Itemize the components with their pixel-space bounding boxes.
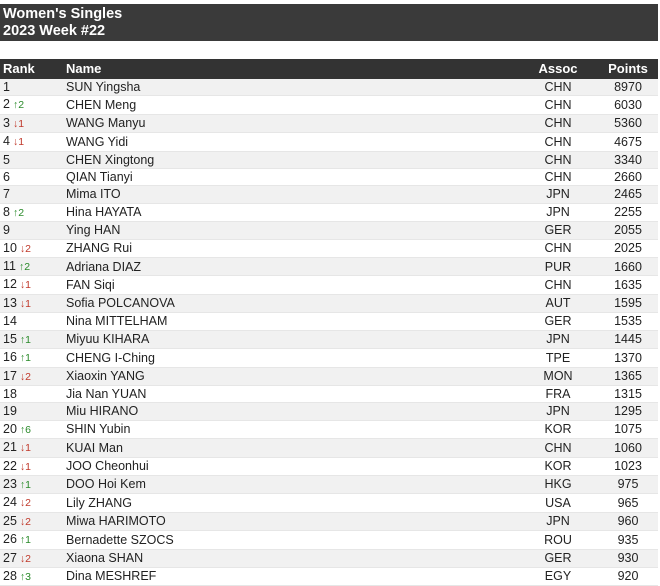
table-row — [0, 494, 658, 512]
ranking-table — [0, 59, 658, 586]
points-value: 5360 — [598, 114, 658, 132]
rank-cell — [0, 512, 63, 530]
rank-cell — [0, 96, 63, 114]
rank-down-arrow-icon: ↓1 — [19, 279, 31, 292]
player-name: Xiaoxin YANG — [63, 367, 518, 385]
rank-down-arrow-icon: ↓2 — [19, 552, 31, 565]
rank-cell — [0, 475, 63, 493]
player-name: QIAN Tianyi — [63, 169, 518, 186]
player-name: WANG Manyu — [63, 114, 518, 132]
rank-cell — [0, 330, 63, 348]
points-value: 1595 — [598, 294, 658, 312]
association-code: CHN — [518, 79, 598, 96]
player-name: Sofia POLCANOVA — [63, 294, 518, 312]
player-name: SHIN Yubin — [63, 420, 518, 438]
player-name: Ying HAN — [63, 222, 518, 239]
rank-value: 19 — [3, 404, 17, 419]
table-row — [0, 258, 658, 276]
rank-up-arrow-icon: ↑2 — [18, 261, 31, 274]
rank-value: 17 — [3, 368, 17, 383]
rank-value: 27 — [3, 550, 17, 565]
rank-down-arrow-icon: ↓1 — [19, 442, 31, 455]
association-code: KOR — [518, 457, 598, 475]
player-name: Bernadette SZOCS — [63, 531, 518, 549]
association-code: JPN — [518, 203, 598, 221]
table-row — [0, 349, 658, 367]
rank-down-arrow-icon: ↓2 — [19, 370, 31, 383]
rank-cell — [0, 385, 63, 402]
header-rank[interactable]: Rank — [3, 61, 35, 76]
points-value: 1023 — [598, 457, 658, 475]
rank-value: 18 — [3, 386, 17, 401]
points-value: 2660 — [598, 169, 658, 186]
points-value: 6030 — [598, 96, 658, 114]
rank-cell — [0, 457, 63, 475]
player-name: FAN Siqi — [63, 276, 518, 294]
rank-value: 23 — [3, 476, 17, 491]
points-value: 1315 — [598, 385, 658, 402]
association-code: USA — [518, 494, 598, 512]
rank-value: 21 — [3, 440, 17, 455]
rank-cell — [0, 313, 63, 330]
rank-value: 25 — [3, 513, 17, 528]
rank-cell — [0, 133, 63, 151]
points-value: 2055 — [598, 222, 658, 239]
rank-cell — [0, 239, 63, 257]
player-name: CHEN Xingtong — [63, 151, 518, 168]
table-row — [0, 151, 658, 168]
rank-up-arrow-icon: ↑1 — [19, 534, 31, 547]
table-row — [0, 330, 658, 348]
rank-value: 20 — [3, 421, 17, 436]
rank-up-arrow-icon: ↑1 — [19, 352, 31, 365]
association-code: CHN — [518, 276, 598, 294]
ranking-title — [0, 4, 658, 41]
rank-cell — [0, 186, 63, 203]
association-code: AUT — [518, 294, 598, 312]
points-value: 1075 — [598, 420, 658, 438]
association-code: GER — [518, 222, 598, 239]
points-value: 960 — [598, 512, 658, 530]
points-value: 8970 — [598, 79, 658, 96]
association-code: CHN — [518, 114, 598, 132]
points-value: 975 — [598, 475, 658, 493]
table-row — [0, 567, 658, 585]
rank-cell — [0, 169, 63, 186]
points-value: 1635 — [598, 276, 658, 294]
table-row — [0, 294, 658, 312]
rank-cell — [0, 403, 63, 420]
association-code: KOR — [518, 420, 598, 438]
player-name: KUAI Man — [63, 439, 518, 457]
rank-value: 1 — [3, 80, 10, 94]
rank-cell — [0, 276, 63, 294]
points-value: 1060 — [598, 439, 658, 457]
rank-cell — [0, 420, 63, 438]
rank-down-arrow-icon: ↓2 — [19, 497, 31, 510]
player-name: Jia Nan YUAN — [63, 385, 518, 402]
player-name: Nina MITTELHAM — [63, 313, 518, 330]
player-name: Miwa HARIMOTO — [63, 512, 518, 530]
table-row — [0, 420, 658, 438]
association-code: FRA — [518, 385, 598, 402]
points-value: 2255 — [598, 203, 658, 221]
rank-cell — [0, 79, 63, 96]
rank-cell — [0, 222, 63, 239]
points-value: 4675 — [598, 133, 658, 151]
points-value: 920 — [598, 567, 658, 585]
association-code: CHN — [518, 169, 598, 186]
points-value: 2465 — [598, 186, 658, 203]
association-code: GER — [518, 549, 598, 567]
player-name: Miu HIRANO — [63, 403, 518, 420]
rank-value: 16 — [3, 350, 17, 365]
rank-down-arrow-icon: ↓1 — [12, 117, 25, 130]
rank-cell — [0, 349, 63, 367]
points-value: 1365 — [598, 367, 658, 385]
rank-cell — [0, 367, 63, 385]
player-name: Mima ITO — [63, 186, 518, 203]
rank-value: 14 — [3, 314, 17, 329]
player-name: JOO Cheonhui — [63, 457, 518, 475]
points-value: 1660 — [598, 258, 658, 276]
table-row — [0, 457, 658, 475]
table-row — [0, 222, 658, 239]
table-row — [0, 239, 658, 257]
rank-down-arrow-icon: ↓2 — [19, 515, 31, 528]
association-code: CHN — [518, 439, 598, 457]
rank-up-arrow-icon: ↑1 — [19, 333, 31, 346]
table-row — [0, 549, 658, 567]
association-code: GER — [518, 313, 598, 330]
rank-value: 12 — [3, 277, 17, 292]
rank-value: 4 — [3, 134, 10, 149]
table-row — [0, 403, 658, 420]
rank-cell — [0, 258, 63, 276]
player-name: Miyuu KIHARA — [63, 330, 518, 348]
table-row — [0, 169, 658, 186]
rank-value: 26 — [3, 532, 17, 547]
table-row — [0, 79, 658, 96]
table-row — [0, 276, 658, 294]
association-code: PUR — [518, 258, 598, 276]
points-value: 1295 — [598, 403, 658, 420]
table-header-row — [0, 59, 658, 79]
rank-value: 15 — [3, 331, 17, 346]
rank-value: 22 — [3, 458, 17, 473]
rank-up-arrow-icon: ↑2 — [12, 206, 25, 219]
table-body — [0, 79, 658, 586]
rank-value: 6 — [3, 170, 10, 185]
rank-value: 13 — [3, 295, 17, 310]
table-row — [0, 385, 658, 402]
rank-value: 2 — [3, 97, 10, 112]
player-name: WANG Yidi — [63, 133, 518, 151]
table-row — [0, 203, 658, 221]
table-row — [0, 96, 658, 114]
table-row — [0, 531, 658, 549]
player-name: CHEN Meng — [63, 96, 518, 114]
player-name: CHENG I-Ching — [63, 349, 518, 367]
player-name: Dina MESHREF — [63, 567, 518, 585]
points-value: 3340 — [598, 151, 658, 168]
rank-value: 10 — [3, 240, 17, 255]
player-name: Lily ZHANG — [63, 494, 518, 512]
rank-value: 24 — [3, 495, 17, 510]
rank-down-arrow-icon: ↓1 — [19, 297, 31, 310]
points-value: 1445 — [598, 330, 658, 348]
association-code: JPN — [518, 186, 598, 203]
rank-down-arrow-icon: ↓1 — [12, 136, 25, 149]
table-row — [0, 512, 658, 530]
rank-up-arrow-icon: ↑3 — [19, 570, 31, 583]
points-value: 2025 — [598, 239, 658, 257]
table-row — [0, 313, 658, 330]
rank-cell — [0, 151, 63, 168]
association-code: JPN — [518, 512, 598, 530]
rank-cell — [0, 294, 63, 312]
association-code: ROU — [518, 531, 598, 549]
rank-cell — [0, 439, 63, 457]
points-value: 1535 — [598, 313, 658, 330]
rank-value: 7 — [3, 187, 10, 202]
association-code: CHN — [518, 239, 598, 257]
table-row — [0, 186, 658, 203]
association-code: JPN — [518, 330, 598, 348]
rank-value: 5 — [3, 152, 10, 167]
rank-up-arrow-icon: ↑6 — [19, 423, 31, 436]
association-code: HKG — [518, 475, 598, 493]
association-code: TPE — [518, 349, 598, 367]
rank-cell — [0, 549, 63, 567]
header-name[interactable]: Name — [66, 61, 102, 76]
association-code: MON — [518, 367, 598, 385]
table-row — [0, 133, 658, 151]
player-name: Adriana DIAZ — [63, 258, 518, 276]
association-code: JPN — [518, 403, 598, 420]
player-name: DOO Hoi Kem — [63, 475, 518, 493]
player-name: SUN Yingsha — [63, 79, 518, 96]
player-name: Hina HAYATA — [63, 203, 518, 221]
rank-down-arrow-icon: ↓1 — [19, 460, 31, 473]
association-code: CHN — [518, 96, 598, 114]
table-row — [0, 114, 658, 132]
association-code: CHN — [518, 133, 598, 151]
table-row — [0, 475, 658, 493]
rank-value: 8 — [3, 204, 10, 219]
title-week: 2023 Week #22 — [3, 23, 106, 39]
rank-value: 28 — [3, 568, 17, 583]
rank-value: 3 — [3, 115, 10, 130]
rank-value: 9 — [3, 223, 10, 238]
table-row — [0, 367, 658, 385]
points-value: 1370 — [598, 349, 658, 367]
rank-value: 11 — [3, 259, 16, 274]
header-assoc[interactable]: Assoc — [538, 61, 578, 76]
table-row — [0, 439, 658, 457]
rank-cell — [0, 114, 63, 132]
title-category: Women's Singles — [3, 6, 123, 22]
association-code: CHN — [518, 151, 598, 168]
player-name: Xiaona SHAN — [63, 549, 518, 567]
rank-up-arrow-icon: ↑1 — [19, 478, 31, 491]
rank-cell — [0, 567, 63, 585]
rank-down-arrow-icon: ↓2 — [19, 242, 31, 255]
header-points[interactable]: Points — [608, 61, 648, 76]
points-value: 965 — [598, 494, 658, 512]
rank-cell — [0, 203, 63, 221]
rank-cell — [0, 494, 63, 512]
rank-up-arrow-icon: ↑2 — [12, 99, 25, 112]
player-name: ZHANG Rui — [63, 239, 518, 257]
rank-cell — [0, 531, 63, 549]
points-value: 935 — [598, 531, 658, 549]
association-code: EGY — [518, 567, 598, 585]
points-value: 930 — [598, 549, 658, 567]
